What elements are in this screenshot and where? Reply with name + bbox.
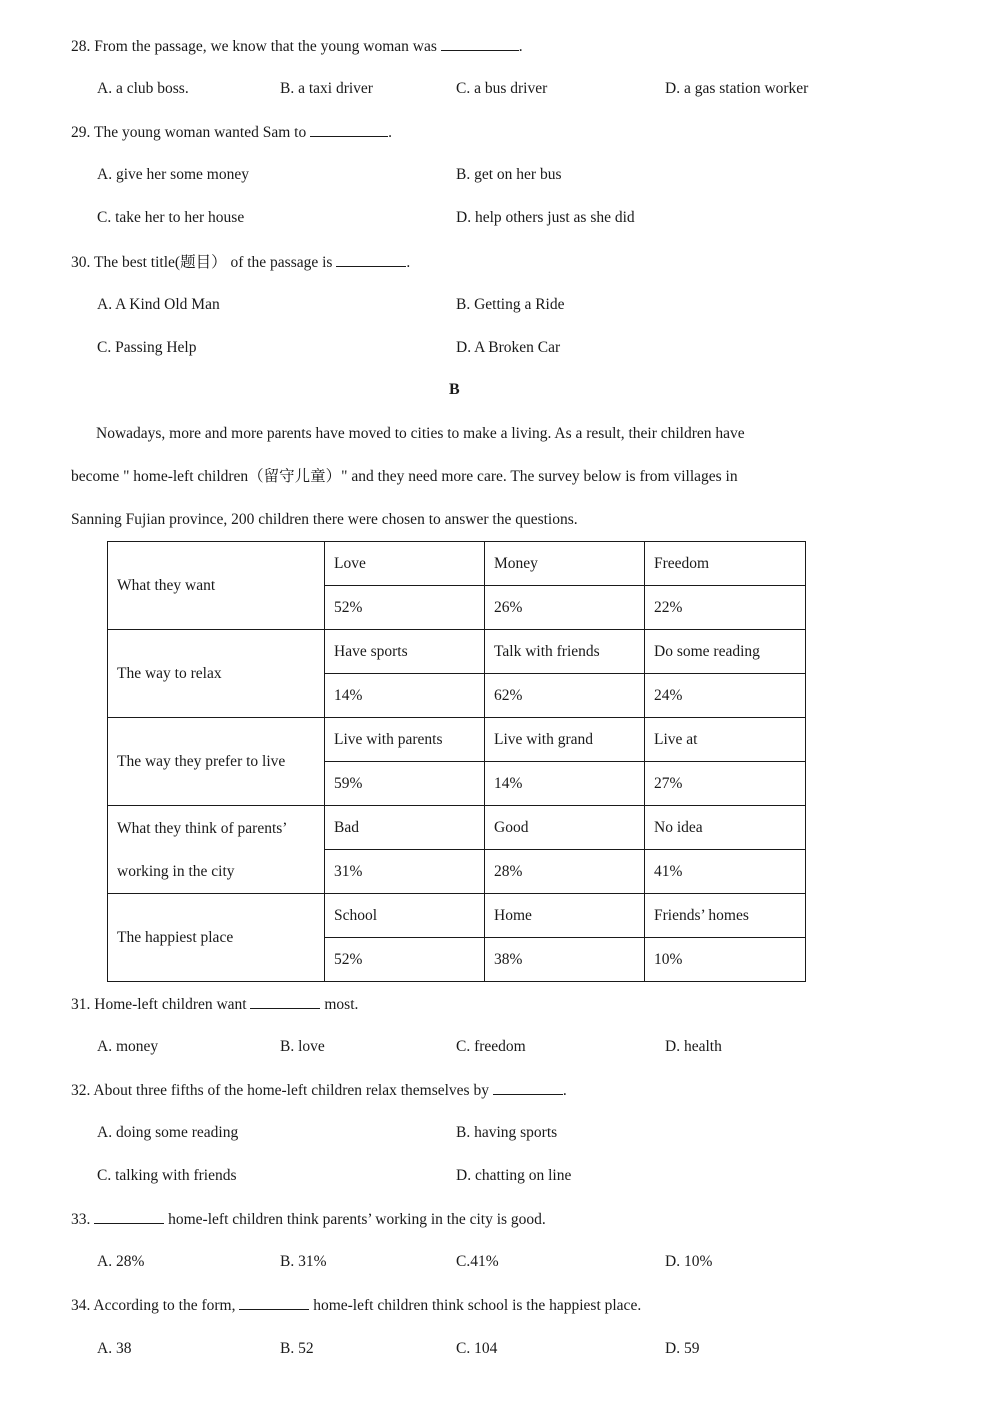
question-33 (71, 1209, 546, 1230)
choice-cell: Bad (325, 806, 485, 850)
percent-cell: 14% (485, 762, 645, 806)
percent-cell: 62% (485, 674, 645, 718)
question-34 (71, 1295, 641, 1316)
percent-cell: 22% (645, 586, 806, 630)
percent-cell: 28% (485, 850, 645, 894)
answer-blank (441, 36, 519, 51)
percent-cell: 27% (645, 762, 806, 806)
option-b: B. having sports (456, 1124, 558, 1141)
percent-cell: 26% (485, 586, 645, 630)
option-a: A. 38 (97, 1340, 132, 1357)
percent-cell: 52% (325, 938, 485, 982)
choice-cell: Home (485, 894, 645, 938)
question-stem: From the passage, we know that the young woman was (94, 38, 437, 55)
row-label (108, 806, 325, 894)
answer-blank (336, 252, 406, 267)
option-b: B. 52 (280, 1340, 314, 1357)
choice-cell: Have sports (325, 630, 485, 674)
option-c: C. talking with friends (97, 1167, 237, 1184)
passage-line-2: become " home-left children（留守儿童）" and they need more care. The survey below is from villages in (71, 468, 738, 485)
answer-blank (310, 122, 388, 137)
choice-cell: Live with grand (485, 718, 645, 762)
question-number: 33. (71, 1211, 91, 1228)
percent-cell: 38% (485, 938, 645, 982)
question-stem: According to the form, (93, 1297, 236, 1314)
choice-cell: Love (325, 542, 485, 586)
question-stem: The young woman wanted Sam to (93, 124, 307, 141)
table-row (108, 718, 806, 762)
option-a: A. money (97, 1038, 159, 1055)
percent-cell: 52% (325, 586, 485, 630)
percent-cell: 59% (325, 762, 485, 806)
question-number: 31. (71, 996, 91, 1013)
percent-cell: 24% (645, 674, 806, 718)
choice-cell: Freedom (645, 542, 806, 586)
passage-line-1: Nowadays, more and more parents have moved to cities to make a living. As a result, their children have (96, 425, 745, 442)
percent-cell: 41% (645, 850, 806, 894)
question-stem-end: home-left children think parents’ working in the city is good. (168, 1211, 546, 1228)
question-32 (71, 1080, 567, 1101)
question-stem-end: . (518, 38, 523, 55)
choice-cell: Talk with friends (485, 630, 645, 674)
option-b: B. a taxi driver (280, 80, 373, 97)
option-d: D. help others just as she did (456, 209, 635, 226)
option-a: A. 28% (97, 1253, 145, 1270)
answer-blank (239, 1295, 309, 1310)
percent-cell: 14% (325, 674, 485, 718)
option-a: A. A Kind Old Man (97, 296, 220, 313)
option-a: A. a club boss. (97, 80, 189, 97)
percent-cell: 31% (325, 850, 485, 894)
option-c: C. Passing Help (97, 339, 197, 356)
row-label-line-1: What they think of parents’ (117, 819, 288, 837)
question-stem-end: . (406, 254, 411, 271)
question-stem: Home-left children want (94, 996, 247, 1013)
option-b: B. love (280, 1038, 325, 1055)
section-heading: B (449, 381, 460, 398)
choice-cell: Money (485, 542, 645, 586)
choice-cell: No idea (645, 806, 806, 850)
row-label: The way they prefer to live (108, 718, 325, 806)
option-a: A. doing some reading (97, 1124, 239, 1141)
option-c: C. a bus driver (456, 80, 548, 97)
choice-cell: Do some reading (645, 630, 806, 674)
option-b: B. get on her bus (456, 166, 562, 183)
choice-cell: Live with parents (325, 718, 485, 762)
question-30 (71, 252, 410, 273)
option-a: A. give her some money (97, 166, 249, 183)
row-label-line-2: working in the city (117, 862, 235, 880)
option-c: C. take her to her house (97, 209, 245, 226)
question-28 (71, 36, 523, 57)
question-number: 29. (71, 124, 91, 141)
option-b: B. 31% (280, 1253, 327, 1270)
option-c: C. freedom (456, 1038, 526, 1055)
row-label: The way to relax (108, 630, 325, 718)
answer-blank (250, 994, 320, 1009)
option-b: B. Getting a Ride (456, 296, 565, 313)
question-number: 34. (71, 1297, 91, 1314)
question-stem: The best title(题目） of the passage is (93, 254, 333, 271)
choice-cell: School (325, 894, 485, 938)
question-stem: About three fifths of the home-left children relax themselves by (93, 1082, 489, 1099)
option-c: C.41% (456, 1253, 499, 1270)
choice-cell: Friends’ homes (645, 894, 806, 938)
percent-cell: 10% (645, 938, 806, 982)
table-row (108, 894, 806, 938)
choice-cell: Live at (645, 718, 806, 762)
question-stem-end: most. (324, 996, 359, 1013)
option-d: D. 10% (665, 1253, 713, 1270)
choice-cell: Good (485, 806, 645, 850)
question-stem-end: home-left children think school is the happiest place. (313, 1297, 642, 1314)
row-label: The happiest place (108, 894, 325, 982)
option-d: D. 59 (665, 1340, 700, 1357)
question-29 (71, 122, 392, 143)
question-number: 32. (71, 1082, 91, 1099)
option-d: D. health (665, 1038, 722, 1055)
survey-table (107, 541, 806, 982)
table-row (108, 806, 806, 850)
question-stem-end: . (562, 1082, 567, 1099)
row-label: What they want (108, 542, 325, 630)
passage-line-3: Sanning Fujian province, 200 children there were chosen to answer the questions. (71, 511, 578, 528)
option-d: D. a gas station worker (665, 80, 809, 97)
question-31 (71, 994, 358, 1015)
option-d: D. A Broken Car (456, 339, 561, 356)
table-row (108, 630, 806, 674)
answer-blank (94, 1209, 164, 1224)
question-stem-end: . (388, 124, 392, 141)
option-d: D. chatting on line (456, 1167, 572, 1184)
answer-blank (493, 1080, 563, 1095)
table-row (108, 542, 806, 586)
question-number: 30. (71, 254, 91, 271)
option-c: C. 104 (456, 1340, 498, 1357)
question-number: 28. (71, 38, 91, 55)
